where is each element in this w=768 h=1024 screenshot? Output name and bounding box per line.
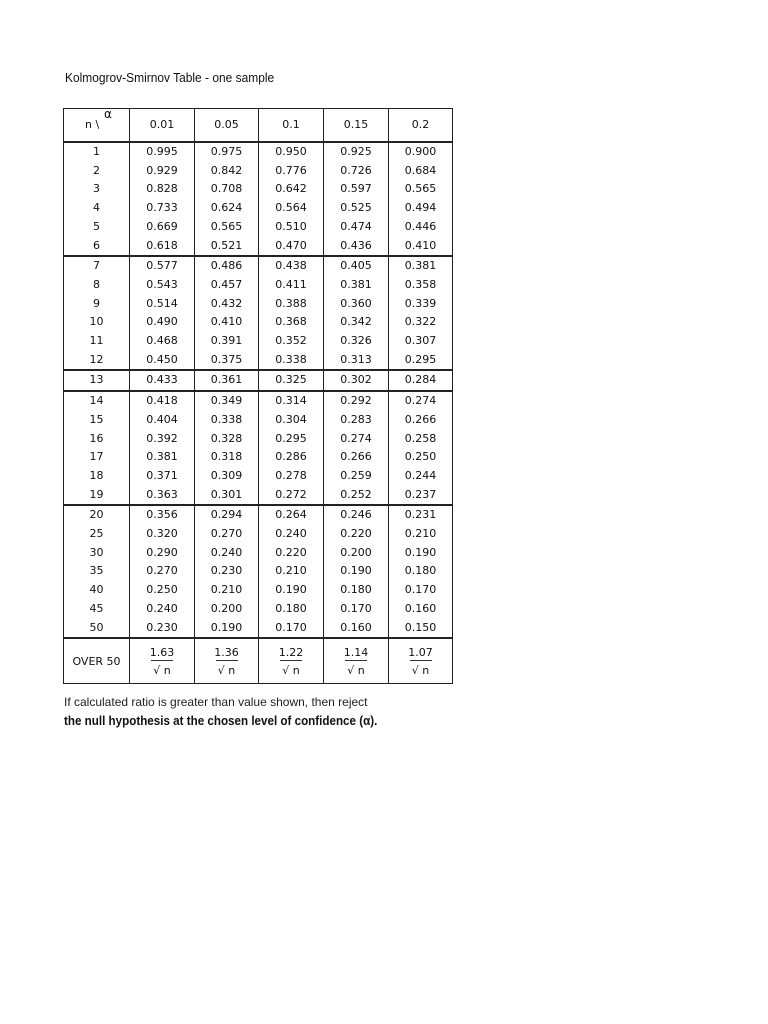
critical-value-cell: 0.220 bbox=[259, 544, 324, 563]
table-row bbox=[64, 332, 453, 351]
critical-value-cell: 0.564 bbox=[259, 199, 324, 218]
fraction-denominator: √ n bbox=[217, 663, 236, 677]
table-row bbox=[64, 581, 453, 600]
critical-value-cell: 0.543 bbox=[130, 276, 195, 295]
critical-value-cell: 0.618 bbox=[130, 237, 195, 257]
table-row bbox=[64, 237, 453, 257]
critical-value-cell: 0.371 bbox=[130, 467, 195, 486]
critical-value-cell: 0.446 bbox=[389, 218, 453, 237]
critical-value-cell: 0.252 bbox=[324, 486, 389, 506]
critical-value-cell: 0.468 bbox=[130, 332, 195, 351]
critical-value-cell: 0.274 bbox=[389, 391, 453, 411]
critical-value-cell: 0.338 bbox=[195, 411, 259, 430]
critical-value-cell: 0.160 bbox=[389, 600, 453, 619]
critical-value-cell: 0.356 bbox=[130, 505, 195, 525]
critical-value-cell: 0.418 bbox=[130, 391, 195, 411]
critical-value-cell: 0.266 bbox=[324, 448, 389, 467]
critical-value-cell: 0.388 bbox=[259, 295, 324, 314]
n-cell: 30 bbox=[64, 544, 130, 563]
n-label: n \ bbox=[85, 118, 100, 131]
critical-value-cell: 0.240 bbox=[259, 525, 324, 544]
corner-header-cell bbox=[64, 109, 130, 143]
critical-value-cell: 0.404 bbox=[130, 411, 195, 430]
critical-value-cell: 0.240 bbox=[195, 544, 259, 563]
table-row bbox=[64, 351, 453, 371]
n-cell: 5 bbox=[64, 218, 130, 237]
n-cell: 40 bbox=[64, 581, 130, 600]
table-row bbox=[64, 180, 453, 199]
critical-value-cell: 0.950 bbox=[259, 142, 324, 162]
critical-value-cell: 0.170 bbox=[259, 619, 324, 639]
critical-value-cell: 0.240 bbox=[130, 600, 195, 619]
table-header-row bbox=[64, 109, 453, 143]
critical-value-cell: 0.270 bbox=[195, 525, 259, 544]
over-50-cell bbox=[324, 638, 389, 684]
critical-value-cell: 0.381 bbox=[130, 448, 195, 467]
fraction-denominator: √ n bbox=[282, 663, 300, 677]
critical-value-cell: 0.514 bbox=[130, 295, 195, 314]
fraction-denominator: √ n bbox=[347, 663, 365, 677]
critical-value-cell: 0.375 bbox=[195, 351, 259, 371]
critical-value-cell: 0.339 bbox=[389, 295, 453, 314]
critical-value-cell: 0.436 bbox=[324, 237, 389, 257]
critical-value-cell: 0.708 bbox=[195, 180, 259, 199]
n-cell: 7 bbox=[64, 256, 130, 276]
critical-value-cell: 0.314 bbox=[259, 391, 324, 411]
table-row bbox=[64, 276, 453, 295]
critical-value-cell: 0.925 bbox=[324, 142, 389, 162]
table-row bbox=[64, 486, 453, 506]
critical-value-cell: 0.338 bbox=[259, 351, 324, 371]
table-row bbox=[64, 562, 453, 581]
critical-value-cell: 0.294 bbox=[195, 505, 259, 525]
critical-value-cell: 0.776 bbox=[259, 162, 324, 181]
critical-value-cell: 0.295 bbox=[259, 430, 324, 449]
critical-value-cell: 0.292 bbox=[324, 391, 389, 411]
critical-value-cell: 0.450 bbox=[130, 351, 195, 371]
critical-value-cell: 0.410 bbox=[195, 313, 259, 332]
table-row bbox=[64, 313, 453, 332]
fraction-numerator: 1.36 bbox=[214, 645, 239, 659]
table-row bbox=[64, 600, 453, 619]
fraction-numerator: 1.14 bbox=[343, 645, 369, 659]
alpha-header-cell: 0.2 bbox=[389, 109, 453, 143]
alpha-header-cell: 0.01 bbox=[130, 109, 195, 143]
ks-table bbox=[63, 108, 453, 684]
n-cell: 20 bbox=[64, 505, 130, 525]
n-cell: 50 bbox=[64, 619, 130, 639]
critical-value-cell: 0.170 bbox=[324, 600, 389, 619]
critical-value-cell: 0.313 bbox=[324, 351, 389, 371]
critical-value-cell: 0.624 bbox=[195, 199, 259, 218]
critical-value-cell: 0.733 bbox=[130, 199, 195, 218]
critical-value-cell: 0.842 bbox=[195, 162, 259, 181]
critical-value-cell: 0.190 bbox=[259, 581, 324, 600]
critical-value-cell: 0.264 bbox=[259, 505, 324, 525]
table-row bbox=[64, 448, 453, 467]
critical-value-cell: 0.457 bbox=[195, 276, 259, 295]
n-cell: 45 bbox=[64, 600, 130, 619]
critical-value-cell: 0.433 bbox=[130, 370, 195, 391]
n-cell: 8 bbox=[64, 276, 130, 295]
table-row bbox=[64, 619, 453, 639]
table-row bbox=[64, 218, 453, 237]
critical-value-cell: 0.318 bbox=[195, 448, 259, 467]
critical-value-cell: 0.363 bbox=[130, 486, 195, 506]
critical-value-cell: 0.210 bbox=[389, 525, 453, 544]
table-row bbox=[64, 430, 453, 449]
critical-value-cell: 0.302 bbox=[324, 370, 389, 391]
table-row bbox=[64, 142, 453, 162]
n-cell: 14 bbox=[64, 391, 130, 411]
critical-value-cell: 0.278 bbox=[259, 467, 324, 486]
alpha-header-cell: 0.1 bbox=[259, 109, 324, 143]
critical-value-cell: 0.392 bbox=[130, 430, 195, 449]
critical-value-cell: 0.210 bbox=[259, 562, 324, 581]
table-row bbox=[64, 505, 453, 525]
table-row bbox=[64, 391, 453, 411]
fraction-denominator: √ n bbox=[153, 663, 171, 677]
over-50-cell bbox=[195, 638, 259, 684]
critical-value-cell: 0.410 bbox=[389, 237, 453, 257]
table-row bbox=[64, 370, 453, 391]
critical-value-cell: 0.828 bbox=[130, 180, 195, 199]
critical-value-cell: 0.304 bbox=[259, 411, 324, 430]
table-body bbox=[64, 142, 453, 638]
alpha-header-cell: 0.15 bbox=[324, 109, 389, 143]
table-row bbox=[64, 544, 453, 563]
n-cell: 16 bbox=[64, 430, 130, 449]
critical-value-cell: 0.190 bbox=[195, 619, 259, 639]
over-50-cell bbox=[130, 638, 195, 684]
table-row bbox=[64, 467, 453, 486]
critical-value-cell: 0.180 bbox=[389, 562, 453, 581]
critical-value-cell: 0.270 bbox=[130, 562, 195, 581]
n-cell: 17 bbox=[64, 448, 130, 467]
fraction-numerator: 1.63 bbox=[149, 645, 175, 659]
critical-value-cell: 0.521 bbox=[195, 237, 259, 257]
over-50-row bbox=[64, 638, 453, 684]
table-row bbox=[64, 162, 453, 181]
alpha-symbol: α bbox=[104, 107, 112, 121]
n-cell: 11 bbox=[64, 332, 130, 351]
critical-value-cell: 0.470 bbox=[259, 237, 324, 257]
page-title: Kolmogrov-Smirnov Table - one sample bbox=[65, 70, 275, 85]
critical-value-cell: 0.295 bbox=[389, 351, 453, 371]
critical-value-cell: 0.929 bbox=[130, 162, 195, 181]
critical-value-cell: 0.565 bbox=[195, 218, 259, 237]
critical-value-cell: 0.246 bbox=[324, 505, 389, 525]
critical-value-cell: 0.274 bbox=[324, 430, 389, 449]
critical-value-cell: 0.160 bbox=[324, 619, 389, 639]
critical-value-cell: 0.405 bbox=[324, 256, 389, 276]
n-cell: 15 bbox=[64, 411, 130, 430]
table-row bbox=[64, 411, 453, 430]
critical-value-cell: 0.170 bbox=[389, 581, 453, 600]
critical-value-cell: 0.565 bbox=[389, 180, 453, 199]
critical-value-cell: 0.231 bbox=[389, 505, 453, 525]
critical-value-cell: 0.494 bbox=[389, 199, 453, 218]
critical-value-cell: 0.190 bbox=[389, 544, 453, 563]
n-cell: 13 bbox=[64, 370, 130, 391]
critical-value-cell: 0.258 bbox=[389, 430, 453, 449]
critical-value-cell: 0.259 bbox=[324, 467, 389, 486]
over-50-cell bbox=[389, 638, 453, 684]
over-50-label: OVER 50 bbox=[64, 638, 130, 684]
n-cell: 1 bbox=[64, 142, 130, 162]
note-line-2: the null hypothesis at the chosen level of confidence (α). bbox=[64, 714, 378, 728]
critical-value-cell: 0.900 bbox=[389, 142, 453, 162]
critical-value-cell: 0.322 bbox=[389, 313, 453, 332]
critical-value-cell: 0.358 bbox=[389, 276, 453, 295]
critical-value-cell: 0.352 bbox=[259, 332, 324, 351]
critical-value-cell: 0.150 bbox=[389, 619, 453, 639]
critical-value-cell: 0.283 bbox=[324, 411, 389, 430]
n-cell: 10 bbox=[64, 313, 130, 332]
n-cell: 35 bbox=[64, 562, 130, 581]
critical-value-cell: 0.210 bbox=[195, 581, 259, 600]
critical-value-cell: 0.250 bbox=[389, 448, 453, 467]
critical-value-cell: 0.286 bbox=[259, 448, 324, 467]
table-row bbox=[64, 199, 453, 218]
note-line-1: If calculated ratio is greater than value shown, then reject bbox=[64, 695, 368, 709]
critical-value-cell: 0.361 bbox=[195, 370, 259, 391]
critical-value-cell: 0.190 bbox=[324, 562, 389, 581]
critical-value-cell: 0.200 bbox=[195, 600, 259, 619]
table-row bbox=[64, 525, 453, 544]
critical-value-cell: 0.325 bbox=[259, 370, 324, 391]
critical-value-cell: 0.349 bbox=[195, 391, 259, 411]
critical-value-cell: 0.360 bbox=[324, 295, 389, 314]
critical-value-cell: 0.486 bbox=[195, 256, 259, 276]
n-cell: 6 bbox=[64, 237, 130, 257]
critical-value-cell: 0.438 bbox=[259, 256, 324, 276]
critical-value-cell: 0.669 bbox=[130, 218, 195, 237]
critical-value-cell: 0.726 bbox=[324, 162, 389, 181]
critical-value-cell: 0.684 bbox=[389, 162, 453, 181]
critical-value-cell: 0.200 bbox=[324, 544, 389, 563]
critical-value-cell: 0.411 bbox=[259, 276, 324, 295]
n-cell: 12 bbox=[64, 351, 130, 371]
critical-value-cell: 0.284 bbox=[389, 370, 453, 391]
fraction-numerator: 1.22 bbox=[278, 645, 304, 659]
critical-value-cell: 0.301 bbox=[195, 486, 259, 506]
critical-value-cell: 0.180 bbox=[324, 581, 389, 600]
critical-value-cell: 0.250 bbox=[130, 581, 195, 600]
n-cell: 2 bbox=[64, 162, 130, 181]
n-cell: 25 bbox=[64, 525, 130, 544]
critical-value-cell: 0.272 bbox=[259, 486, 324, 506]
n-cell: 3 bbox=[64, 180, 130, 199]
critical-value-cell: 0.237 bbox=[389, 486, 453, 506]
fraction-numerator: 1.07 bbox=[408, 645, 433, 659]
critical-value-cell: 0.510 bbox=[259, 218, 324, 237]
critical-value-cell: 0.290 bbox=[130, 544, 195, 563]
critical-value-cell: 0.368 bbox=[259, 313, 324, 332]
critical-value-cell: 0.328 bbox=[195, 430, 259, 449]
critical-value-cell: 0.342 bbox=[324, 313, 389, 332]
critical-value-cell: 0.577 bbox=[130, 256, 195, 276]
critical-value-cell: 0.180 bbox=[259, 600, 324, 619]
critical-value-cell: 0.995 bbox=[130, 142, 195, 162]
n-cell: 4 bbox=[64, 199, 130, 218]
critical-value-cell: 0.597 bbox=[324, 180, 389, 199]
critical-value-cell: 0.307 bbox=[389, 332, 453, 351]
table-row bbox=[64, 256, 453, 276]
critical-value-cell: 0.525 bbox=[324, 199, 389, 218]
n-cell: 19 bbox=[64, 486, 130, 506]
n-cell: 9 bbox=[64, 295, 130, 314]
critical-value-cell: 0.474 bbox=[324, 218, 389, 237]
critical-value-cell: 0.642 bbox=[259, 180, 324, 199]
critical-value-cell: 0.381 bbox=[324, 276, 389, 295]
critical-value-cell: 0.320 bbox=[130, 525, 195, 544]
critical-value-cell: 0.391 bbox=[195, 332, 259, 351]
critical-value-cell: 0.490 bbox=[130, 313, 195, 332]
critical-value-cell: 0.266 bbox=[389, 411, 453, 430]
critical-value-cell: 0.975 bbox=[195, 142, 259, 162]
critical-value-cell: 0.326 bbox=[324, 332, 389, 351]
critical-value-cell: 0.381 bbox=[389, 256, 453, 276]
critical-value-cell: 0.432 bbox=[195, 295, 259, 314]
critical-value-cell: 0.244 bbox=[389, 467, 453, 486]
over-50-cell bbox=[259, 638, 324, 684]
table-row bbox=[64, 295, 453, 314]
n-cell: 18 bbox=[64, 467, 130, 486]
critical-value-cell: 0.230 bbox=[130, 619, 195, 639]
critical-value-cell: 0.230 bbox=[195, 562, 259, 581]
fraction-denominator: √ n bbox=[411, 663, 430, 677]
critical-value-cell: 0.309 bbox=[195, 467, 259, 486]
alpha-header-cell: 0.05 bbox=[195, 109, 259, 143]
critical-value-cell: 0.220 bbox=[324, 525, 389, 544]
